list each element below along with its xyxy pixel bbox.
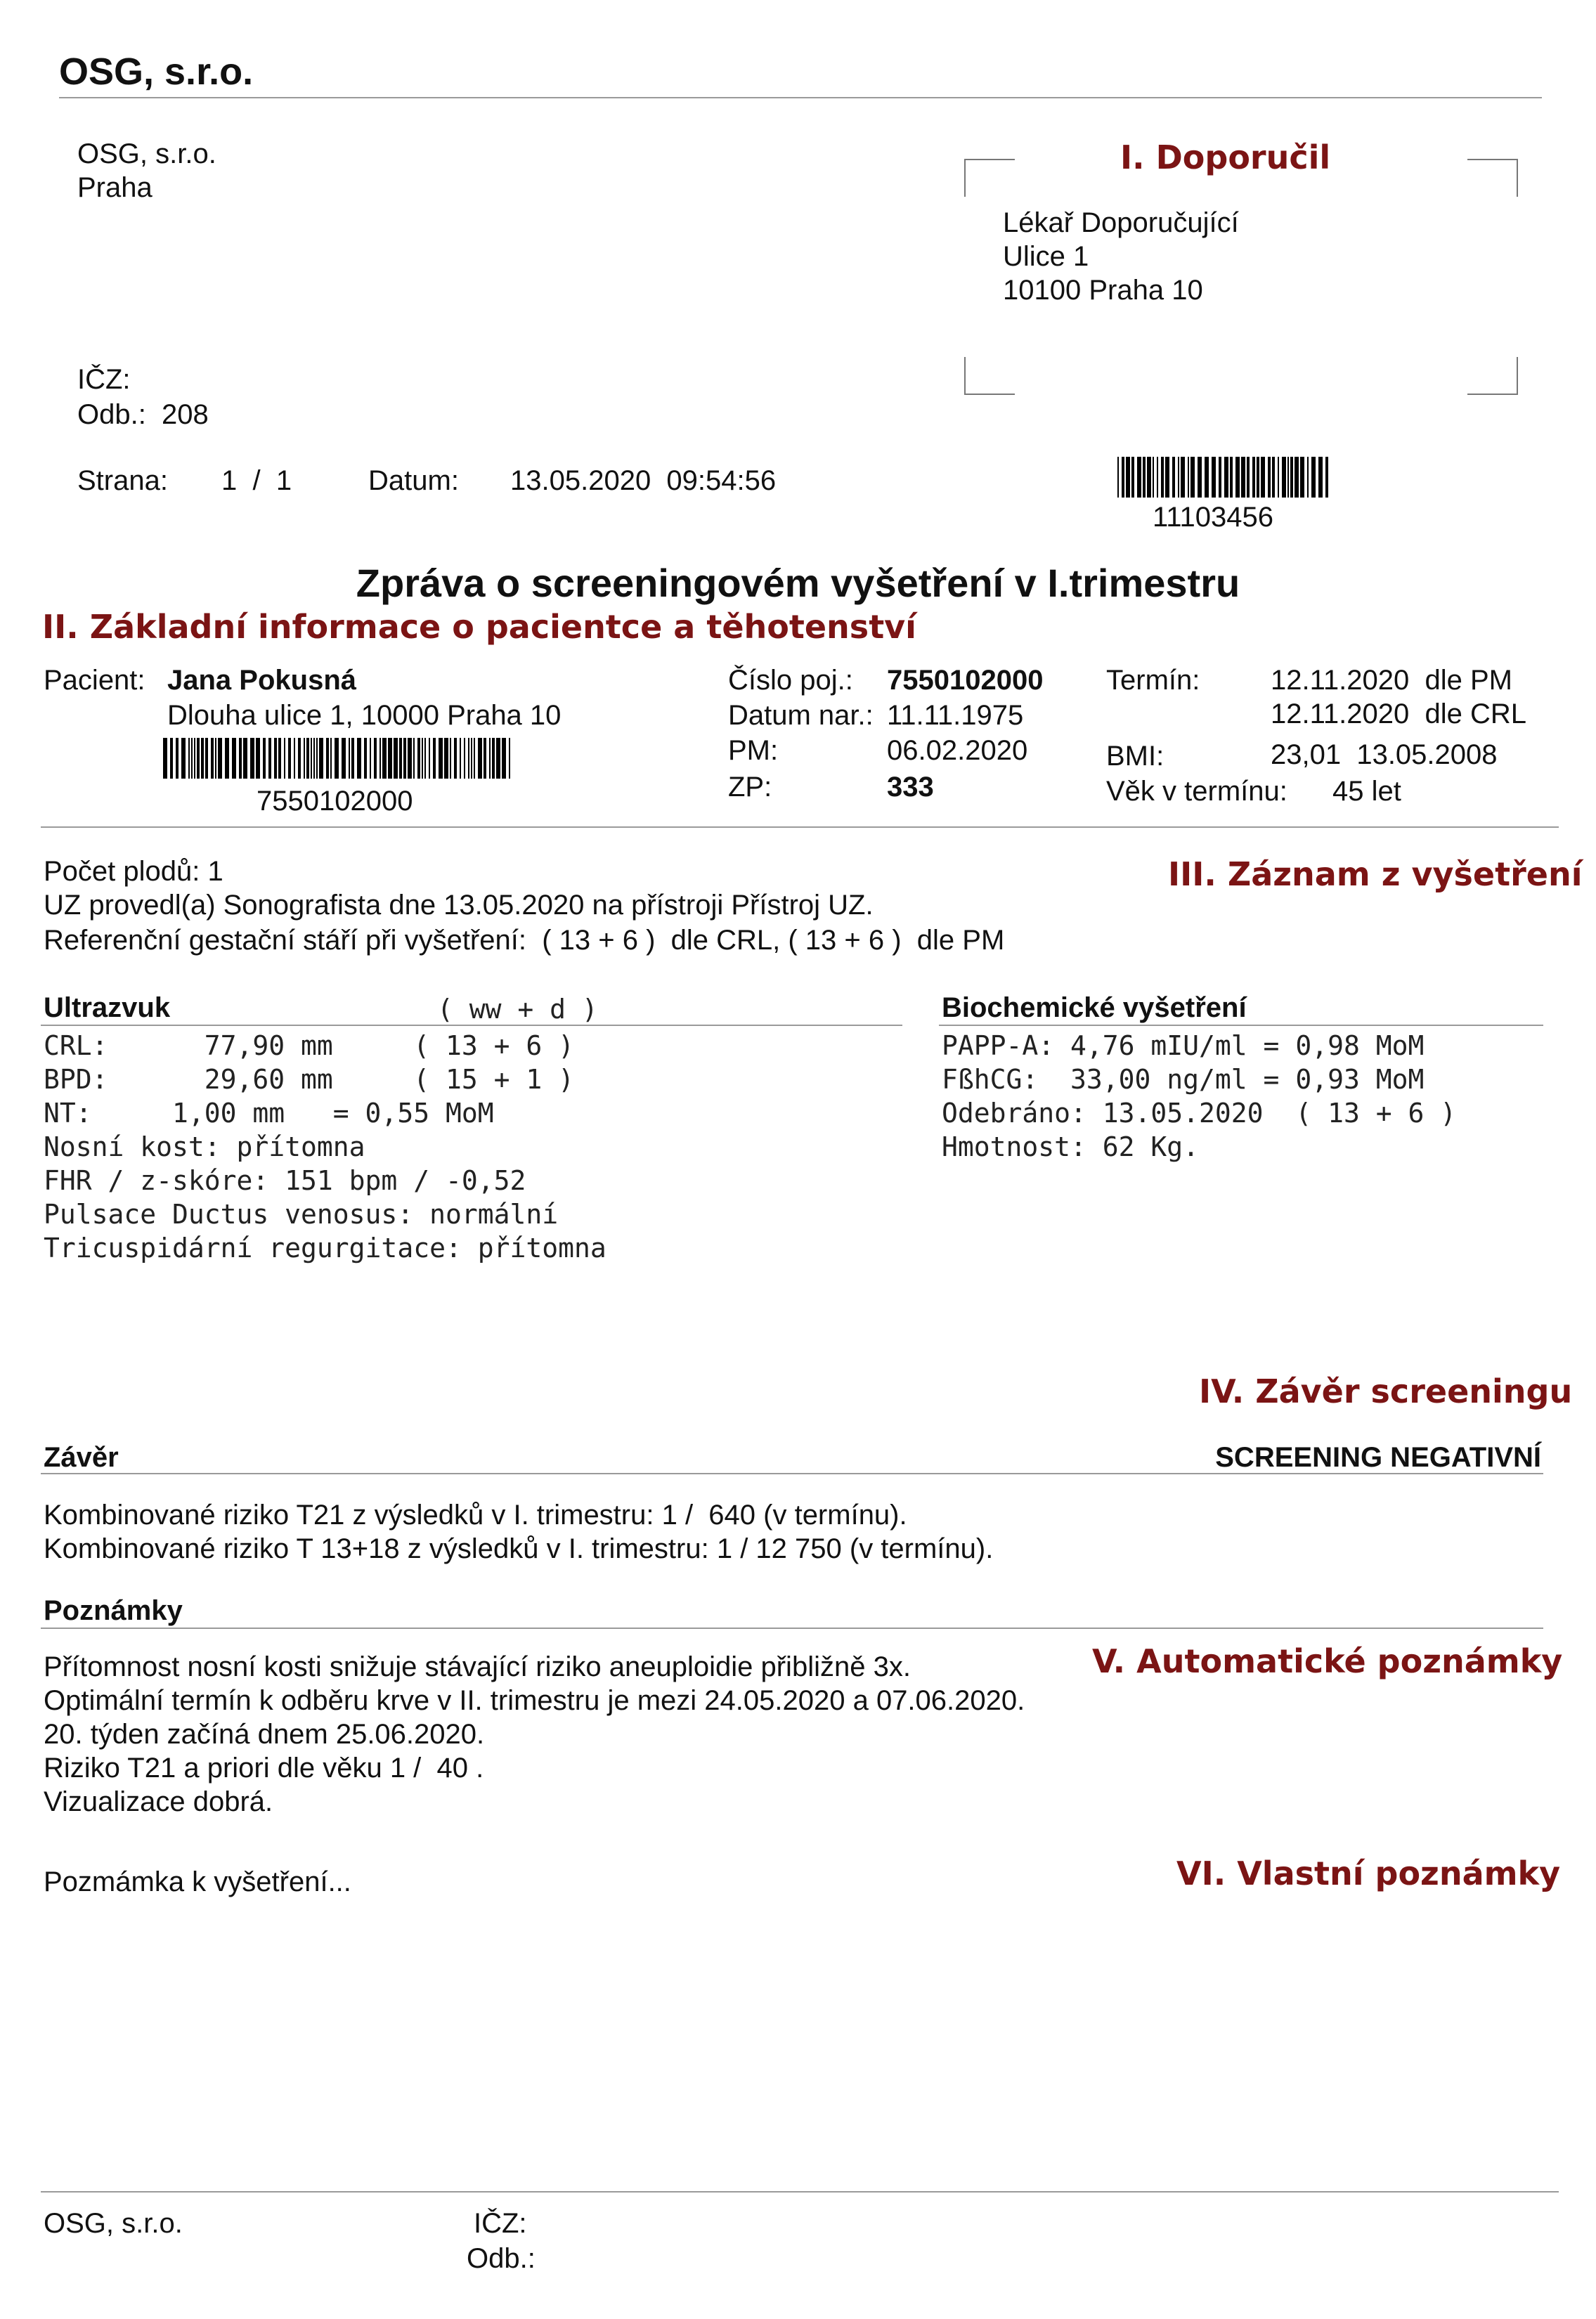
auto-note: Riziko T21 a priori dle věku 1 / 40 . bbox=[44, 1753, 484, 1784]
age-value: 45 let bbox=[1332, 776, 1401, 807]
patient-name: Jana Pokusná bbox=[167, 665, 357, 696]
insurance-no-label: Číslo poj.: bbox=[728, 665, 853, 696]
zp-value: 333 bbox=[887, 772, 934, 803]
auto-note: 20. týden začíná dnem 25.06.2020. bbox=[44, 1719, 485, 1750]
term-label: Termín: bbox=[1106, 665, 1200, 696]
insurance-no: 7550102000 bbox=[887, 665, 1044, 696]
pm-label: PM: bbox=[728, 735, 779, 766]
ultrasound-line: BPD: 29,60 mm ( 15 + 1 ) bbox=[44, 1064, 574, 1095]
crop-mark-bottom-right bbox=[1467, 357, 1518, 395]
annotation-conclusion: IV. Závěr screeningu bbox=[1199, 1372, 1573, 1410]
conclusion-rule bbox=[41, 1473, 1543, 1474]
annotation-auto-notes: V. Automatické poznámky bbox=[1092, 1642, 1563, 1680]
notes-title: Poznámky bbox=[44, 1595, 183, 1626]
birth-date: 11.11.1975 bbox=[887, 700, 1024, 731]
auto-notes bbox=[44, 1650, 1025, 1819]
patient-rule bbox=[41, 826, 1559, 828]
annotation-own-notes: VI. Vlastní poznámky bbox=[1176, 1854, 1561, 1892]
page-label: Strana: bbox=[77, 465, 168, 496]
annotation-referrer: I. Doporučil bbox=[1120, 138, 1331, 176]
crop-mark-bottom-left bbox=[964, 357, 1015, 395]
ultrasound-line: Pulsace Ductus venosus: normální bbox=[44, 1199, 559, 1230]
biochem-values bbox=[942, 1029, 1456, 1164]
annotation-exam: III. Záznam z vyšetření bbox=[1168, 855, 1583, 893]
term-crl: 12.11.2020 dle CRL bbox=[1271, 699, 1526, 729]
page-value: 1 / 1 bbox=[221, 465, 292, 496]
risk-t13-18: Kombinované riziko T 13+18 z výsledků v I. trimestru: 1 / 12 750 (v termínu). bbox=[44, 1533, 994, 1564]
bmi-value: 23,01 13.05.2008 bbox=[1271, 739, 1498, 770]
document-barcode-number: 11103456 bbox=[1153, 502, 1274, 533]
patient-barcode-number: 7550102000 bbox=[257, 786, 413, 817]
reference-age: Referenční gestační stáří při vyšetření: ( 13 + 6 ) dle CRL, ( 13 + 6 ) dle PM bbox=[44, 925, 1005, 956]
biochem-line: Odebráno: 13.05.2020 ( 13 + 6 ) bbox=[942, 1098, 1457, 1129]
sender-name: OSG, s.r.o. bbox=[77, 138, 216, 169]
ultrasound-line: NT: 1,00 mm = 0,55 MoM bbox=[44, 1098, 494, 1129]
date-value: 13.05.2020 09:54:56 bbox=[510, 465, 777, 496]
biochem-line: Hmotnost: 62 Kg. bbox=[942, 1131, 1200, 1162]
odb-label: Odb.: bbox=[77, 399, 146, 430]
ultrasound-title: Ultrazvuk bbox=[44, 992, 171, 1023]
conclusion-title: Závěr bbox=[44, 1442, 119, 1473]
patient-address: Dlouha ulice 1, 10000 Praha 10 bbox=[167, 700, 562, 731]
ultrasound-values bbox=[44, 1029, 606, 1265]
auto-note: Optimální termín k odběru krve v II. trimestru je mezi 24.05.2020 a 07.06.2020. bbox=[44, 1685, 1025, 1716]
patient-label: Pacient: bbox=[44, 665, 145, 696]
report-title: Zpráva o screeningovém vyšetření v I.trimestru bbox=[356, 561, 1240, 605]
biochem-line: FßhCG: 33,00 ng/ml = 0,93 MoM bbox=[942, 1064, 1425, 1095]
biochem-line: PAPP-A: 4,76 mIU/ml = 0,98 MoM bbox=[942, 1030, 1425, 1061]
bmi-label: BMI: bbox=[1106, 741, 1164, 772]
odb-value: 208 bbox=[162, 399, 209, 430]
footer-odb-label: Odb.: bbox=[467, 2243, 536, 2274]
sender-city: Praha bbox=[77, 172, 153, 203]
ultrasound-line: Nosní kost: přítomna bbox=[44, 1131, 365, 1162]
date-label: Datum: bbox=[368, 465, 459, 496]
own-note: Pozmámka k vyšetření... bbox=[44, 1866, 351, 1897]
ultrasound-line: FHR / z-skóre: 151 bpm / -0,52 bbox=[44, 1165, 526, 1196]
icz-label: IČZ: bbox=[77, 364, 131, 395]
biochem-title: Biochemické vyšetření bbox=[942, 992, 1247, 1023]
ultrasound-unit: ( ww + d ) bbox=[437, 994, 598, 1025]
screening-result: SCREENING NEGATIVNÍ bbox=[1215, 1442, 1541, 1473]
document-barcode bbox=[1117, 457, 1328, 498]
ultrasound-rule bbox=[41, 1025, 902, 1026]
header-rule bbox=[59, 97, 1542, 98]
company-heading: OSG, s.r.o. bbox=[59, 51, 254, 93]
notes-rule bbox=[41, 1628, 1543, 1629]
ultrasound-line: CRL: 77,90 mm ( 13 + 6 ) bbox=[44, 1030, 574, 1061]
annotation-patient: II. Základní informace o pacientce a těhotenství bbox=[42, 608, 916, 646]
performed-by: UZ provedl(a) Sonografista dne 13.05.2020 na přístroji Přístroj UZ. bbox=[44, 890, 874, 921]
footer-company: OSG, s.r.o. bbox=[44, 2208, 183, 2239]
footer-rule bbox=[41, 2191, 1559, 2193]
crop-mark-top-left bbox=[964, 159, 1015, 197]
pm-value: 06.02.2020 bbox=[887, 735, 1028, 766]
biochem-rule bbox=[939, 1025, 1543, 1026]
crop-mark-top-right bbox=[1467, 159, 1518, 197]
referrer-city: 10100 Praha 10 bbox=[1003, 275, 1203, 306]
risk-t21: Kombinované riziko T21 z výsledků v I. trimestru: 1 / 640 (v termínu). bbox=[44, 1500, 907, 1531]
term-pm: 12.11.2020 dle PM bbox=[1271, 665, 1512, 696]
referrer-street: Ulice 1 bbox=[1003, 241, 1089, 272]
patient-barcode bbox=[163, 738, 514, 779]
birth-date-label: Datum nar.: bbox=[728, 700, 874, 731]
auto-note: Vizualizace dobrá. bbox=[44, 1786, 273, 1817]
fetus-count: Počet plodů: 1 bbox=[44, 856, 223, 887]
referrer-name: Lékař Doporučující bbox=[1003, 207, 1239, 238]
footer-icz-label: IČZ: bbox=[474, 2208, 527, 2239]
auto-note: Přítomnost nosní kosti snižuje stávající riziko aneuploidie přibližně 3x. bbox=[44, 1651, 911, 1682]
ultrasound-line: Tricuspidární regurgitace: přítomna bbox=[44, 1233, 606, 1264]
zp-label: ZP: bbox=[728, 772, 772, 803]
age-label: Věk v termínu: bbox=[1106, 776, 1287, 807]
